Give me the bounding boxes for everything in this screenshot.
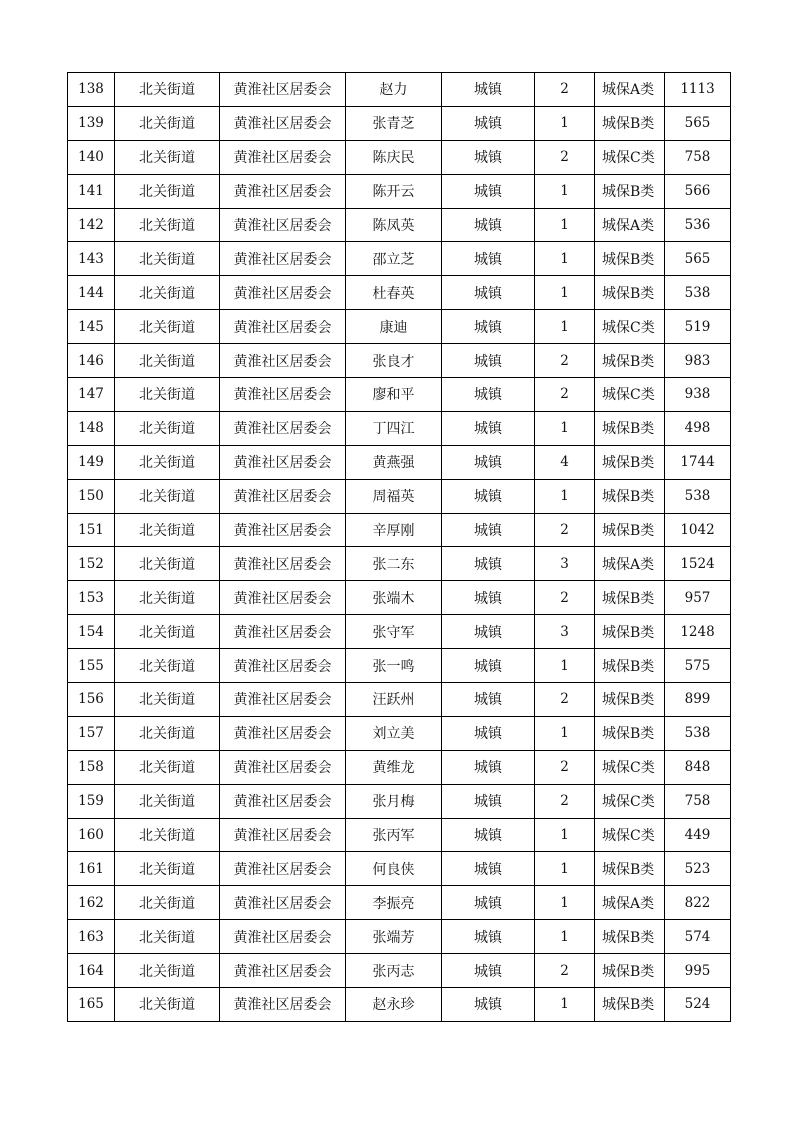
table-row [68,445,731,479]
category-cell: 城保B类 [595,106,665,140]
name-cell: 李振亮 [346,886,442,920]
committee-cell: 黄淮社区居委会 [220,276,346,310]
table-row [68,920,731,954]
household-size-cell: 2 [535,140,595,174]
household-size-cell: 1 [535,106,595,140]
category-cell: 城保B类 [595,920,665,954]
household-size-cell: 1 [535,208,595,242]
committee-cell: 黄淮社区居委会 [220,479,346,513]
household-size-cell: 2 [535,581,595,615]
category-cell: 城保B类 [595,513,665,547]
street-cell: 北关街道 [115,513,220,547]
table-row [68,140,731,174]
household-size-cell: 2 [535,378,595,412]
name-cell: 邵立芝 [346,242,442,276]
street-cell: 北关街道 [115,547,220,581]
committee-cell: 黄淮社区居委会 [220,954,346,988]
table-row [68,886,731,920]
street-cell: 北关街道 [115,988,220,1022]
area-type-cell: 城镇 [442,174,535,208]
area-type-cell: 城镇 [442,615,535,649]
row-number-cell: 142 [68,208,115,242]
amount-cell: 449 [665,818,731,852]
amount-cell: 995 [665,954,731,988]
table-row [68,581,731,615]
committee-cell: 黄淮社区居委会 [220,818,346,852]
household-size-cell: 1 [535,276,595,310]
amount-cell: 574 [665,920,731,954]
row-number-cell: 140 [68,140,115,174]
name-cell: 杜春英 [346,276,442,310]
name-cell: 陈凤英 [346,208,442,242]
table-row [68,683,731,717]
amount-cell: 498 [665,411,731,445]
area-type-cell: 城镇 [442,73,535,107]
table-row [68,852,731,886]
name-cell: 赵力 [346,73,442,107]
row-number-cell: 139 [68,106,115,140]
household-size-cell: 1 [535,411,595,445]
row-number-cell: 144 [68,276,115,310]
household-size-cell: 2 [535,784,595,818]
category-cell: 城保B类 [595,445,665,479]
household-size-cell: 1 [535,920,595,954]
amount-cell: 565 [665,106,731,140]
name-cell: 辛厚刚 [346,513,442,547]
committee-cell: 黄淮社区居委会 [220,920,346,954]
street-cell: 北关街道 [115,649,220,683]
name-cell: 赵永珍 [346,988,442,1022]
amount-cell: 822 [665,886,731,920]
household-size-cell: 1 [535,886,595,920]
area-type-cell: 城镇 [442,852,535,886]
name-cell: 汪跃州 [346,683,442,717]
committee-cell: 黄淮社区居委会 [220,310,346,344]
table-row [68,344,731,378]
row-number-cell: 152 [68,547,115,581]
area-type-cell: 城镇 [442,818,535,852]
street-cell: 北关街道 [115,886,220,920]
row-number-cell: 143 [68,242,115,276]
name-cell: 刘立美 [346,716,442,750]
category-cell: 城保B类 [595,615,665,649]
street-cell: 北关街道 [115,106,220,140]
amount-cell: 1113 [665,73,731,107]
household-size-cell: 2 [535,683,595,717]
name-cell: 张青芝 [346,106,442,140]
table-row [68,208,731,242]
row-number-cell: 151 [68,513,115,547]
area-type-cell: 城镇 [442,242,535,276]
table-row [68,615,731,649]
amount-cell: 1248 [665,615,731,649]
committee-cell: 黄淮社区居委会 [220,615,346,649]
category-cell: 城保B类 [595,242,665,276]
street-cell: 北关街道 [115,920,220,954]
household-size-cell: 1 [535,479,595,513]
amount-cell: 938 [665,378,731,412]
table-row [68,513,731,547]
area-type-cell: 城镇 [442,310,535,344]
amount-cell: 523 [665,852,731,886]
amount-cell: 899 [665,683,731,717]
committee-cell: 黄淮社区居委会 [220,852,346,886]
committee-cell: 黄淮社区居委会 [220,581,346,615]
table-row [68,784,731,818]
area-type-cell: 城镇 [442,683,535,717]
area-type-cell: 城镇 [442,106,535,140]
amount-cell: 1524 [665,547,731,581]
household-size-cell: 1 [535,310,595,344]
row-number-cell: 164 [68,954,115,988]
row-number-cell: 156 [68,683,115,717]
row-number-cell: 162 [68,886,115,920]
row-number-cell: 153 [68,581,115,615]
category-cell: 城保A类 [595,208,665,242]
committee-cell: 黄淮社区居委会 [220,378,346,412]
data-table [67,72,731,1022]
name-cell: 周福英 [346,479,442,513]
household-size-cell: 3 [535,547,595,581]
area-type-cell: 城镇 [442,208,535,242]
amount-cell: 957 [665,581,731,615]
committee-cell: 黄淮社区居委会 [220,344,346,378]
name-cell: 黄燕强 [346,445,442,479]
household-size-cell: 4 [535,445,595,479]
amount-cell: 983 [665,344,731,378]
street-cell: 北关街道 [115,378,220,412]
area-type-cell: 城镇 [442,276,535,310]
category-cell: 城保C类 [595,750,665,784]
amount-cell: 758 [665,140,731,174]
table-row [68,954,731,988]
category-cell: 城保A类 [595,73,665,107]
household-size-cell: 2 [535,954,595,988]
amount-cell: 538 [665,716,731,750]
amount-cell: 538 [665,479,731,513]
row-number-cell: 154 [68,615,115,649]
area-type-cell: 城镇 [442,988,535,1022]
household-size-cell: 1 [535,852,595,886]
street-cell: 北关街道 [115,411,220,445]
committee-cell: 黄淮社区居委会 [220,208,346,242]
street-cell: 北关街道 [115,716,220,750]
area-type-cell: 城镇 [442,649,535,683]
table-row [68,106,731,140]
amount-cell: 575 [665,649,731,683]
street-cell: 北关街道 [115,750,220,784]
name-cell: 陈庆民 [346,140,442,174]
category-cell: 城保B类 [595,344,665,378]
row-number-cell: 158 [68,750,115,784]
committee-cell: 黄淮社区居委会 [220,988,346,1022]
table-row [68,547,731,581]
amount-cell: 566 [665,174,731,208]
street-cell: 北关街道 [115,479,220,513]
category-cell: 城保B类 [595,276,665,310]
table-row [68,276,731,310]
row-number-cell: 165 [68,988,115,1022]
category-cell: 城保A类 [595,547,665,581]
name-cell: 康迪 [346,310,442,344]
household-size-cell: 1 [535,988,595,1022]
household-size-cell: 2 [535,513,595,547]
category-cell: 城保C类 [595,378,665,412]
category-cell: 城保B类 [595,988,665,1022]
street-cell: 北关街道 [115,73,220,107]
amount-cell: 524 [665,988,731,1022]
name-cell: 张端木 [346,581,442,615]
name-cell: 廖和平 [346,378,442,412]
street-cell: 北关街道 [115,445,220,479]
category-cell: 城保A类 [595,886,665,920]
table-row [68,479,731,513]
amount-cell: 1042 [665,513,731,547]
area-type-cell: 城镇 [442,954,535,988]
area-type-cell: 城镇 [442,479,535,513]
household-size-cell: 3 [535,615,595,649]
category-cell: 城保B类 [595,852,665,886]
street-cell: 北关街道 [115,140,220,174]
table-row [68,750,731,784]
row-number-cell: 147 [68,378,115,412]
row-number-cell: 149 [68,445,115,479]
name-cell: 陈开云 [346,174,442,208]
category-cell: 城保B类 [595,716,665,750]
street-cell: 北关街道 [115,208,220,242]
street-cell: 北关街道 [115,581,220,615]
amount-cell: 1744 [665,445,731,479]
committee-cell: 黄淮社区居委会 [220,784,346,818]
street-cell: 北关街道 [115,852,220,886]
household-size-cell: 2 [535,750,595,784]
name-cell: 张守军 [346,615,442,649]
area-type-cell: 城镇 [442,920,535,954]
household-size-cell: 1 [535,818,595,852]
committee-cell: 黄淮社区居委会 [220,750,346,784]
row-number-cell: 150 [68,479,115,513]
area-type-cell: 城镇 [442,378,535,412]
row-number-cell: 146 [68,344,115,378]
category-cell: 城保C类 [595,784,665,818]
committee-cell: 黄淮社区居委会 [220,716,346,750]
amount-cell: 536 [665,208,731,242]
table-row [68,378,731,412]
area-type-cell: 城镇 [442,750,535,784]
committee-cell: 黄淮社区居委会 [220,411,346,445]
table-row [68,716,731,750]
category-cell: 城保C类 [595,310,665,344]
street-cell: 北关街道 [115,242,220,276]
row-number-cell: 155 [68,649,115,683]
area-type-cell: 城镇 [442,784,535,818]
committee-cell: 黄淮社区居委会 [220,547,346,581]
household-size-cell: 1 [535,649,595,683]
table-row [68,242,731,276]
street-cell: 北关街道 [115,310,220,344]
area-type-cell: 城镇 [442,547,535,581]
amount-cell: 758 [665,784,731,818]
name-cell: 黄维龙 [346,750,442,784]
household-size-cell: 1 [535,174,595,208]
table-row [68,174,731,208]
household-size-cell: 2 [535,73,595,107]
row-number-cell: 138 [68,73,115,107]
category-cell: 城保B类 [595,649,665,683]
category-cell: 城保B类 [595,683,665,717]
name-cell: 丁四江 [346,411,442,445]
street-cell: 北关街道 [115,174,220,208]
committee-cell: 黄淮社区居委会 [220,445,346,479]
street-cell: 北关街道 [115,276,220,310]
committee-cell: 黄淮社区居委会 [220,106,346,140]
table-row [68,649,731,683]
name-cell: 何良侠 [346,852,442,886]
table-body [68,73,731,1022]
area-type-cell: 城镇 [442,716,535,750]
street-cell: 北关街道 [115,344,220,378]
table-row [68,411,731,445]
name-cell: 张丙军 [346,818,442,852]
amount-cell: 565 [665,242,731,276]
committee-cell: 黄淮社区居委会 [220,140,346,174]
name-cell: 张一鸣 [346,649,442,683]
area-type-cell: 城镇 [442,411,535,445]
row-number-cell: 163 [68,920,115,954]
household-size-cell: 2 [535,344,595,378]
street-cell: 北关街道 [115,615,220,649]
area-type-cell: 城镇 [442,344,535,378]
area-type-cell: 城镇 [442,886,535,920]
row-number-cell: 148 [68,411,115,445]
category-cell: 城保B类 [595,581,665,615]
row-number-cell: 141 [68,174,115,208]
name-cell: 张二东 [346,547,442,581]
committee-cell: 黄淮社区居委会 [220,174,346,208]
category-cell: 城保C类 [595,818,665,852]
area-type-cell: 城镇 [442,140,535,174]
name-cell: 张端芳 [346,920,442,954]
area-type-cell: 城镇 [442,513,535,547]
category-cell: 城保B类 [595,954,665,988]
category-cell: 城保B类 [595,174,665,208]
table-row [68,988,731,1022]
amount-cell: 538 [665,276,731,310]
household-size-cell: 1 [535,716,595,750]
street-cell: 北关街道 [115,954,220,988]
street-cell: 北关街道 [115,784,220,818]
row-number-cell: 157 [68,716,115,750]
table-row [68,818,731,852]
category-cell: 城保B类 [595,411,665,445]
table-row [68,73,731,107]
name-cell: 张良才 [346,344,442,378]
row-number-cell: 159 [68,784,115,818]
area-type-cell: 城镇 [442,445,535,479]
amount-cell: 519 [665,310,731,344]
name-cell: 张丙志 [346,954,442,988]
committee-cell: 黄淮社区居委会 [220,242,346,276]
category-cell: 城保C类 [595,140,665,174]
street-cell: 北关街道 [115,818,220,852]
area-type-cell: 城镇 [442,581,535,615]
committee-cell: 黄淮社区居委会 [220,683,346,717]
row-number-cell: 161 [68,852,115,886]
name-cell: 张月梅 [346,784,442,818]
committee-cell: 黄淮社区居委会 [220,649,346,683]
row-number-cell: 160 [68,818,115,852]
street-cell: 北关街道 [115,683,220,717]
category-cell: 城保B类 [595,479,665,513]
amount-cell: 848 [665,750,731,784]
household-size-cell: 1 [535,242,595,276]
committee-cell: 黄淮社区居委会 [220,513,346,547]
row-number-cell: 145 [68,310,115,344]
table-row [68,310,731,344]
committee-cell: 黄淮社区居委会 [220,73,346,107]
committee-cell: 黄淮社区居委会 [220,886,346,920]
